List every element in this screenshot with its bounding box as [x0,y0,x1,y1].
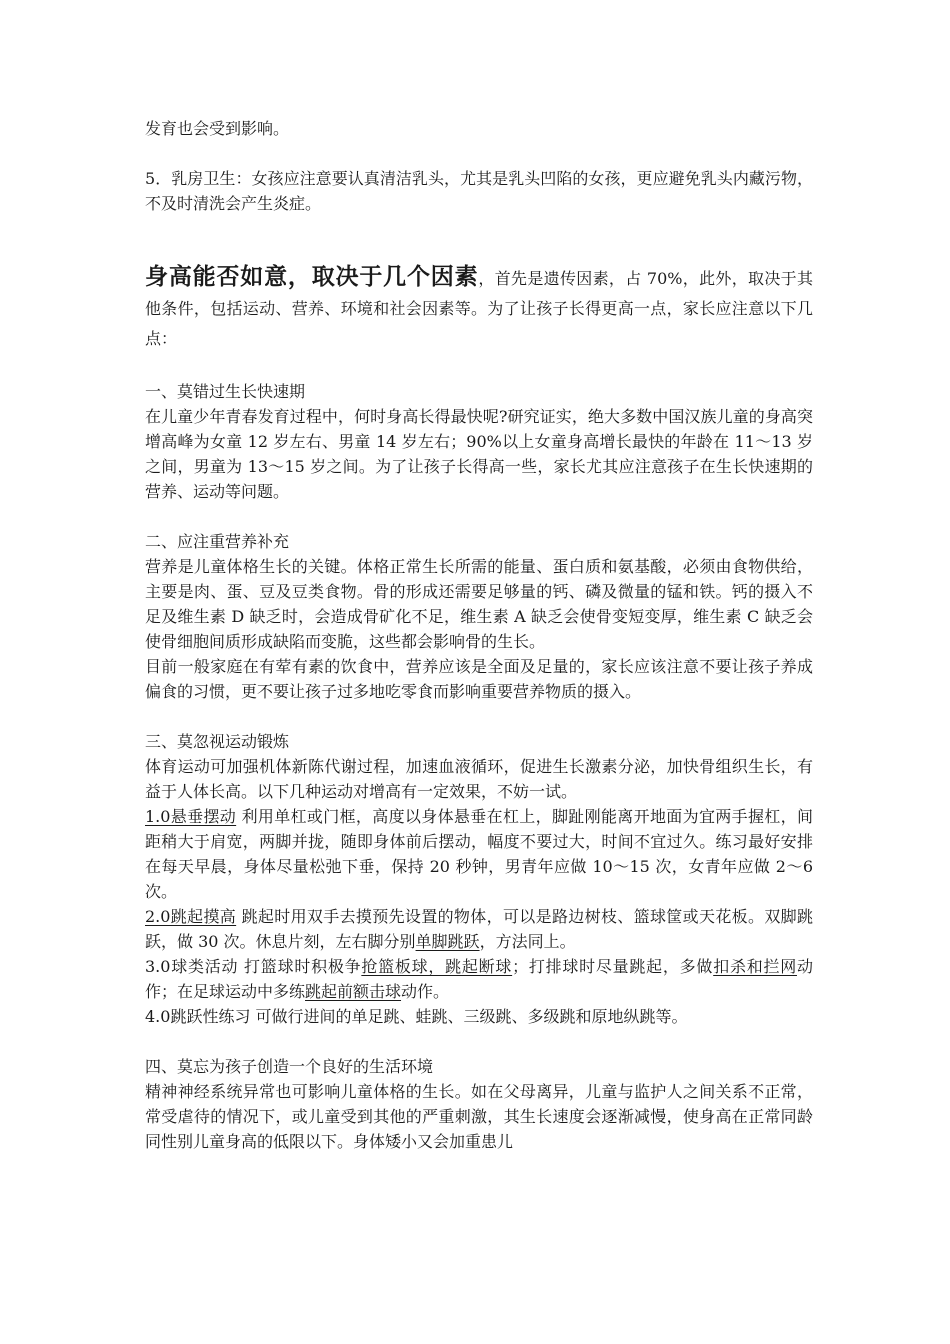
section-4-body: 精神神经系统异常也可影响儿童体格的生长。如在父母离异，儿童与监护人之间关系不正常，常受虐待的情况下，或儿童受到其他的严重刺激，其生长速度会逐渐减慢，使身高在正常同龄同性别儿童身高的低限以下。身体矮小又会加重患儿 [145,1082,813,1151]
exercise-item-3-text-c: 动作；在足球运动中多练 [145,957,813,1001]
document-body [145,116,813,1154]
exercise-item-1-label: 1.0悬垂摆动 [145,807,237,826]
exercise-item-3-underlined-1: 抢篮板球，跳起断球 [361,957,513,976]
section-1-body: 在儿童少年青春发育过程中，何时身高长得最快呢?研究证实，绝大多数中国汉族儿童的身高突增高峰为女童 12 岁左右、男童 14 岁左右；90%以上女童身高增长最快的年龄在 11～13 岁之间，男童为 13～15 岁之间。为了让孩子长得高一些，家长尤其应注意孩子在生长快速期的营养、运动等问题。 [145,407,813,501]
exercise-item-2-text-a: 跳起时用双手去摸预先设置的物体，可以是路边树枝、篮球筐或天花板。双脚跳跃，做 30 次。休息片刻，左右脚分别 [145,907,813,951]
exercise-item-3-text-a: 打篮球时积极争 [238,957,362,976]
exercise-item-4 [145,1004,813,1029]
exercise-item-2 [145,904,813,954]
exercise-item-3-underlined-3: 跳起前额击球 [305,982,402,1001]
exercise-item-1 [145,804,813,904]
exercise-item-3 [145,954,813,1004]
exercise-item-2-text-b: ，方法同上。 [479,932,576,951]
exercise-item-2-label: 2.0跳起摸高 [145,907,237,926]
exercise-item-3-underlined-2: 扣杀和拦网 [713,957,797,976]
lead-title: 身高能否如意，取决于几个因素 [145,263,479,290]
section-4-title: 四、莫忘为孩子创造一个良好的生活环境 [145,1057,434,1076]
section-1-title: 一、莫错过生长快速期 [145,382,306,401]
exercise-item-3-label: 3.0球类活动 [145,957,239,976]
exercise-item-1-text: 利用单杠或门框，高度以身体悬垂在杠上，脚趾刚能离开地面为宜两手握杠，间距稍大于肩宽，两脚并拢，随即身体前后摆动，幅度不要过大，时间不宜过久。练习最好安排在每天早晨，身体尽量松弛下垂，保持 20 秒钟，男青年应做 10～15 次，女青年应做 2～6 次。 [145,807,813,901]
section-3-title: 三、莫忽视运动锻炼 [145,732,290,751]
lead-text: ，首先是遗传因素，占 70%，此外，取决于其他条件，包括运动、营养、环境和社会因素等。为了让孩子长得更高一点，家长应注意以下几点： [145,269,813,348]
exercise-item-3-text-d: 动作。 [401,982,450,1001]
lead-paragraph [145,262,813,354]
exercise-item-2-underlined: 单脚跳跃 [415,932,480,951]
section-3-body: 体育运动可加强机体新陈代谢过程，加速血液循环，促进生长激素分泌，加快骨组织生长，有益于人体长高。以下几种运动对增高有一定效果，不妨一试。 [145,757,813,801]
section-2-body-2: 目前一般家庭在有荤有素的饮食中，营养应该是全面及足量的，家长应该注意不要让孩子养成偏食的习惯，更不要让孩子过多地吃零食而影响重要营养物质的摄入。 [145,657,813,701]
exercise-item-4-label: 4.0跳跃性练习 [145,1007,251,1026]
intro-item-5: 5．乳房卫生：女孩应注意要认真清洁乳头，尤其是乳头凹陷的女孩，更应避免乳头内藏污物，不及时清洗会产生炎症。 [145,169,813,213]
intro-continuation: 发育也会受到影响。 [145,119,290,138]
exercise-item-3-text-b: ；打排球时尽量跳起，多做 [512,957,714,976]
section-2-title: 二、应注重营养补充 [145,532,290,551]
section-2-body-1: 营养是儿童体格生长的关键。体格正常生长所需的能量、蛋白质和氨基酸，必须由食物供给，主要是肉、蛋、豆及豆类食物。骨的形成还需要足够量的钙、磷及微量的锰和铁。钙的摄入不足及维生素 D 缺乏时，会造成骨矿化不足，维生素 A 缺乏会使骨变短变厚，维生素 C 缺乏会使骨细胞间质形成缺陷而变脆，这些都会影响骨的生长。 [145,557,813,651]
exercise-item-4-text: 可做行进间的单足跳、蛙跳、三级跳、多级跳和原地纵跳等。 [250,1007,688,1026]
